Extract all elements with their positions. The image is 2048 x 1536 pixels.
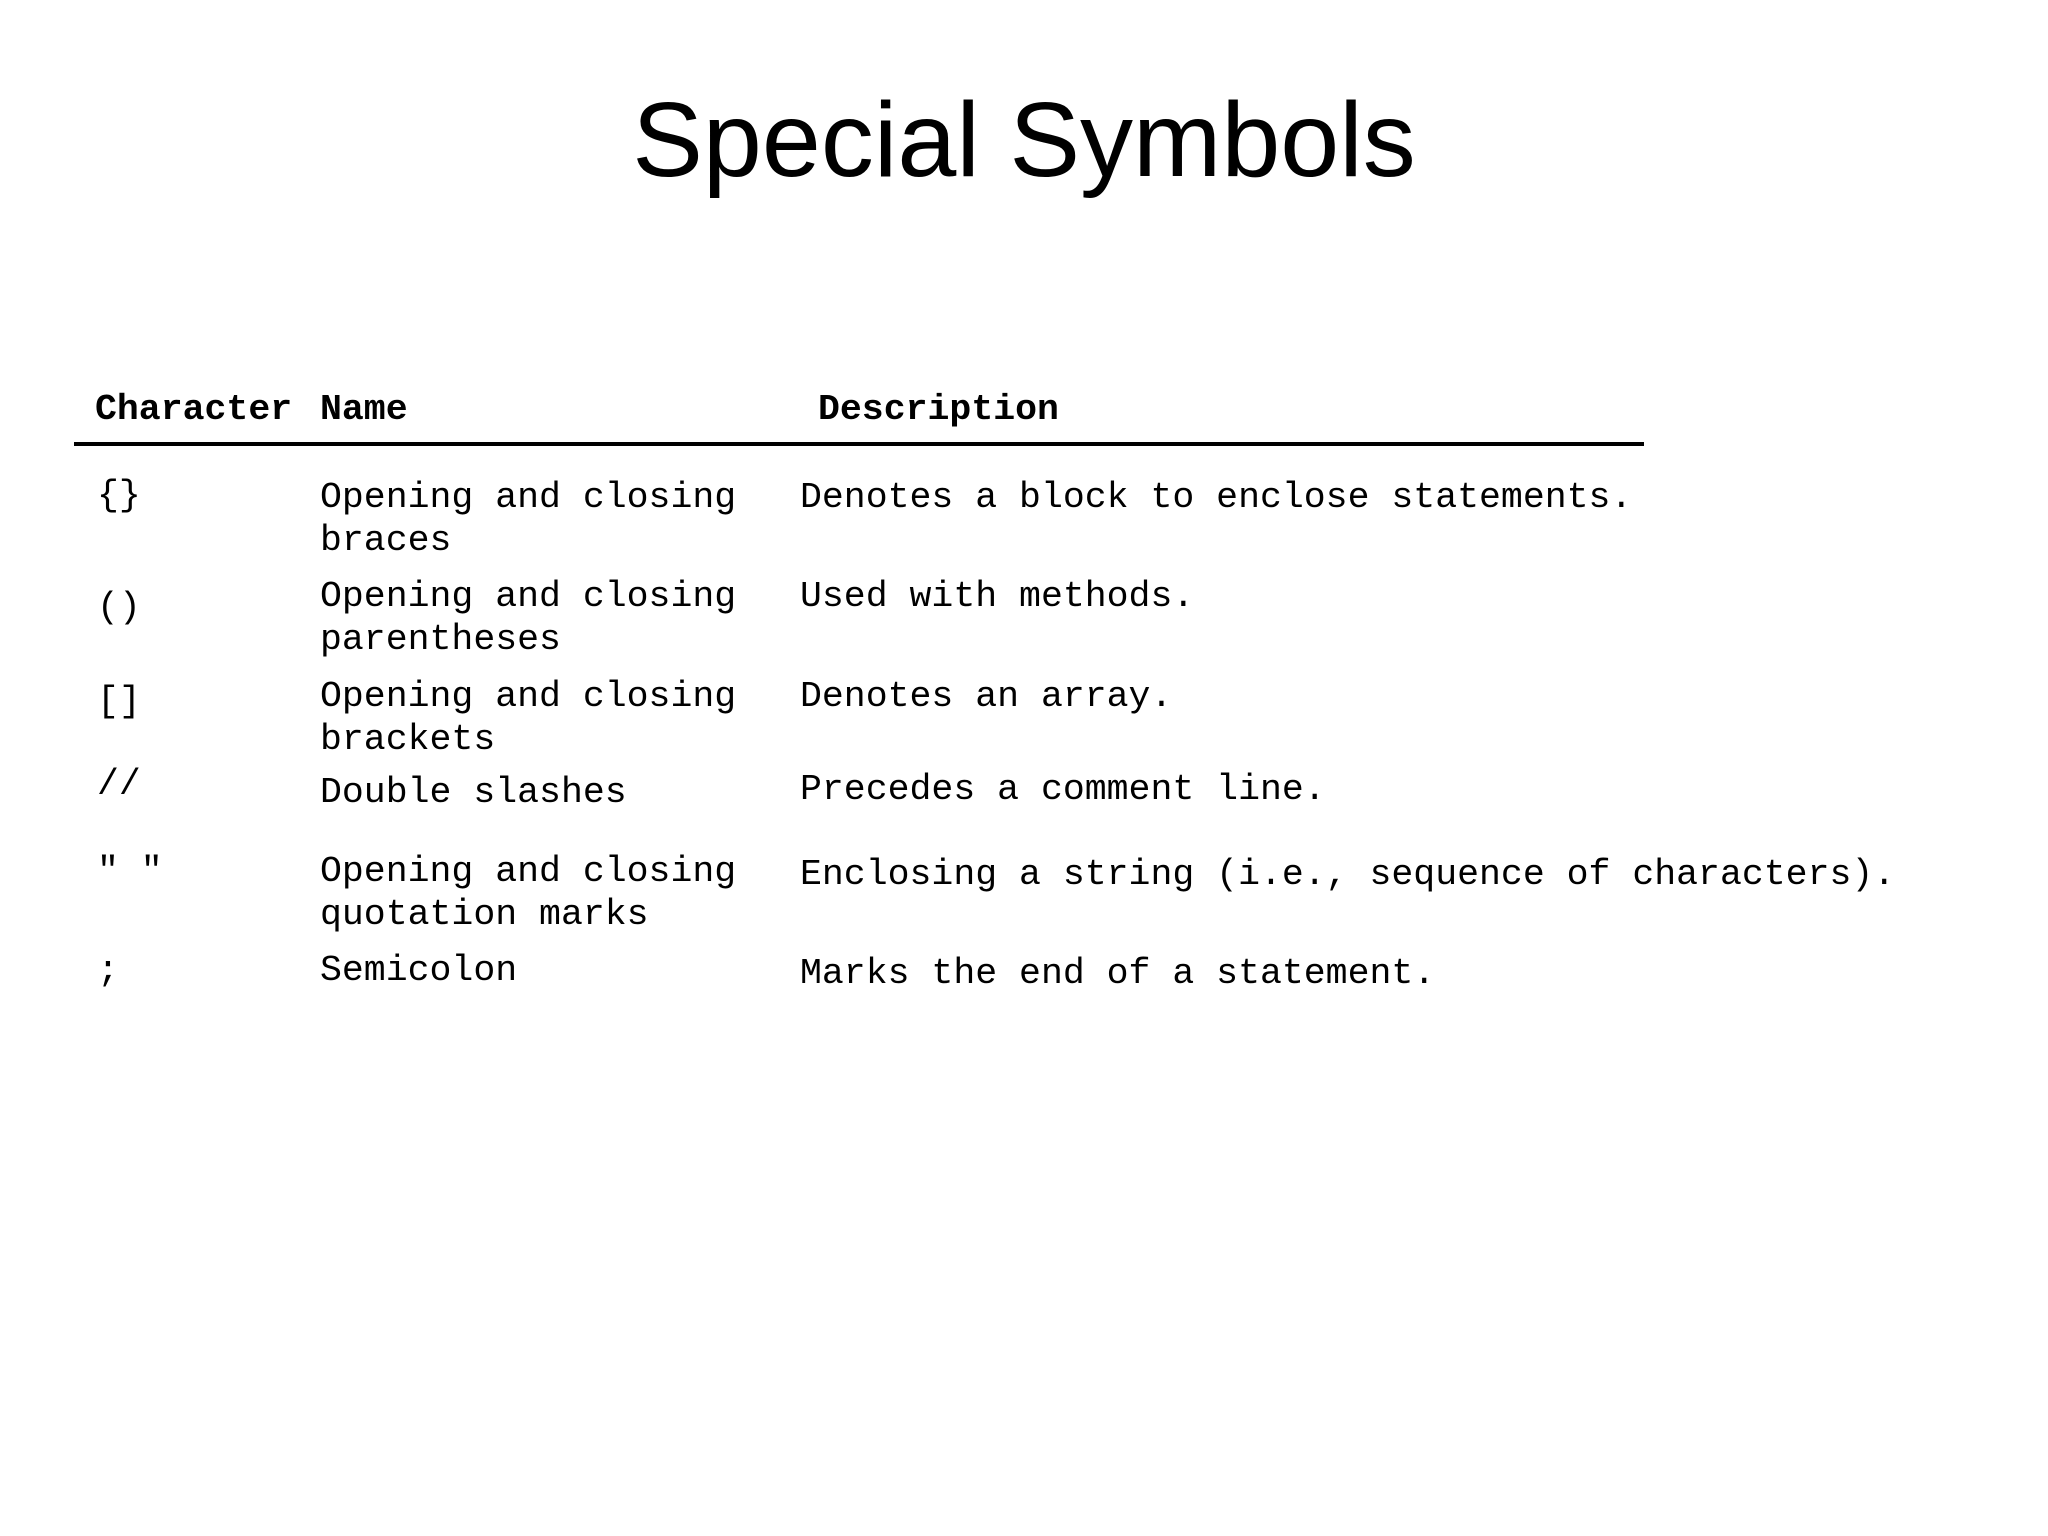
cell-name-line: braces [320, 520, 452, 561]
cell-character: {} [97, 475, 141, 516]
page-title: Special Symbols [632, 81, 1416, 199]
cell-name-line: Opening and closing [320, 851, 737, 892]
header-character: Character [95, 389, 293, 430]
cell-name: Double slashes [320, 772, 627, 813]
cell-description: Denotes an array. [800, 676, 1173, 717]
cell-description: Denotes a block to enclose statements. [800, 477, 1633, 518]
cell-name: Semicolon [320, 950, 518, 991]
cell-name [320, 675, 736, 761]
cell-description: Used with methods. [800, 576, 1195, 617]
cell-character: ; [97, 950, 119, 991]
cell-name-line: quotation marks [320, 894, 649, 935]
cell-character: () [97, 587, 141, 628]
cell-name-line: Opening and closing [320, 576, 737, 617]
cell-description: Enclosing a string (i.e., sequence of characters). [800, 854, 1896, 895]
header-rule [74, 442, 1644, 446]
cell-character: " " [97, 851, 163, 892]
cell-name-line: Opening and closing [320, 676, 737, 717]
header-name: Name [320, 389, 408, 430]
cell-name-line: parentheses [320, 619, 561, 660]
cell-description: Marks the end of a statement. [800, 953, 1436, 994]
cell-description: Precedes a comment line. [800, 769, 1326, 810]
cell-name-line: Opening and closing [320, 477, 737, 518]
cell-name [320, 476, 736, 562]
cell-character: [] [97, 681, 141, 722]
cell-name-line: brackets [320, 719, 496, 760]
cell-name [320, 575, 736, 661]
cell-name [320, 850, 736, 936]
header-description: Description [818, 389, 1059, 430]
cell-character: // [97, 764, 141, 805]
